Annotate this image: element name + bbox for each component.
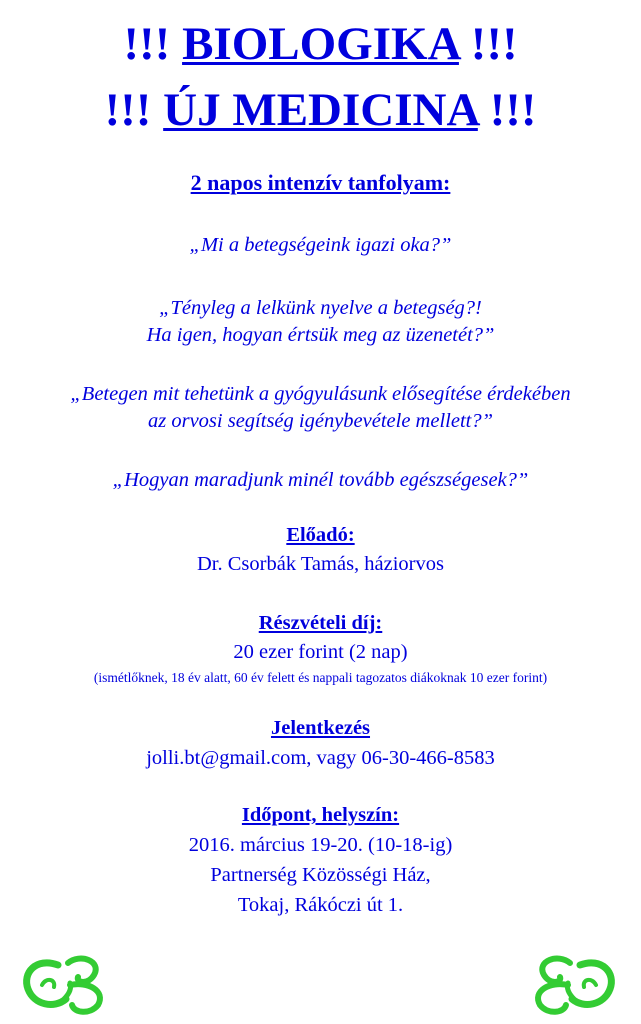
presenter-name: Dr. Csorbák Tamás, háziorvos (197, 553, 444, 575)
fee-heading: Részvételi díj: (258, 612, 383, 634)
title-exclaim-left: !!! (123, 18, 183, 70)
ornament-right-icon (530, 955, 620, 1015)
title-exclaim-right: !!! (477, 84, 537, 136)
presenter-heading: Előadó: (286, 524, 355, 546)
course-subtitle: 2 napos intenzív tanfolyam: (190, 170, 451, 195)
venue-place: Partnerség Közösségi Ház, (210, 864, 431, 886)
fee-note: (ismétlőknek, 18 év alatt, 60 év felett és nappali tagozatos diákoknak 10 ezer forint) (93, 670, 548, 685)
registration-contact: jolli.bt@gmail.com, vagy 06-30-466-8583 (146, 747, 495, 769)
title-biologika: BIOLOGIKA (182, 18, 459, 70)
question-1: „Mi a betegségeink igazi oka?” (189, 234, 452, 256)
question-4: „Hogyan maradjunk minél tovább egészségesek?” (112, 469, 529, 491)
fee-amount: 20 ezer forint (2 nap) (233, 641, 408, 663)
venue-heading: Időpont, helyszín: (241, 804, 400, 826)
question-3-line-1: „Betegen mit tehetünk a gyógyulásunk elősegítése érdekében (70, 383, 571, 405)
ornament-left-icon (18, 955, 108, 1015)
venue-address: Tokaj, Rákóczi út 1. (237, 894, 404, 916)
title-line-1 (0, 18, 641, 70)
question-2-line-2: Ha igen, hogyan értsük meg az üzenetét?” (146, 324, 495, 346)
title-line-2 (0, 84, 641, 136)
title-exclaim-left: !!! (104, 84, 164, 136)
question-2-line-1: „Tényleg a lelkünk nyelve a betegség?! (159, 297, 482, 319)
registration-heading: Jelentkezés (270, 717, 371, 739)
venue-date: 2016. március 19-20. (10-18-ig) (188, 834, 453, 856)
question-3-line-2: az orvosi segítség igénybevétele mellett?” (148, 410, 493, 432)
title-exclaim-right: !!! (458, 18, 518, 70)
title-uj-medicina: ÚJ MEDICINA (163, 84, 478, 136)
